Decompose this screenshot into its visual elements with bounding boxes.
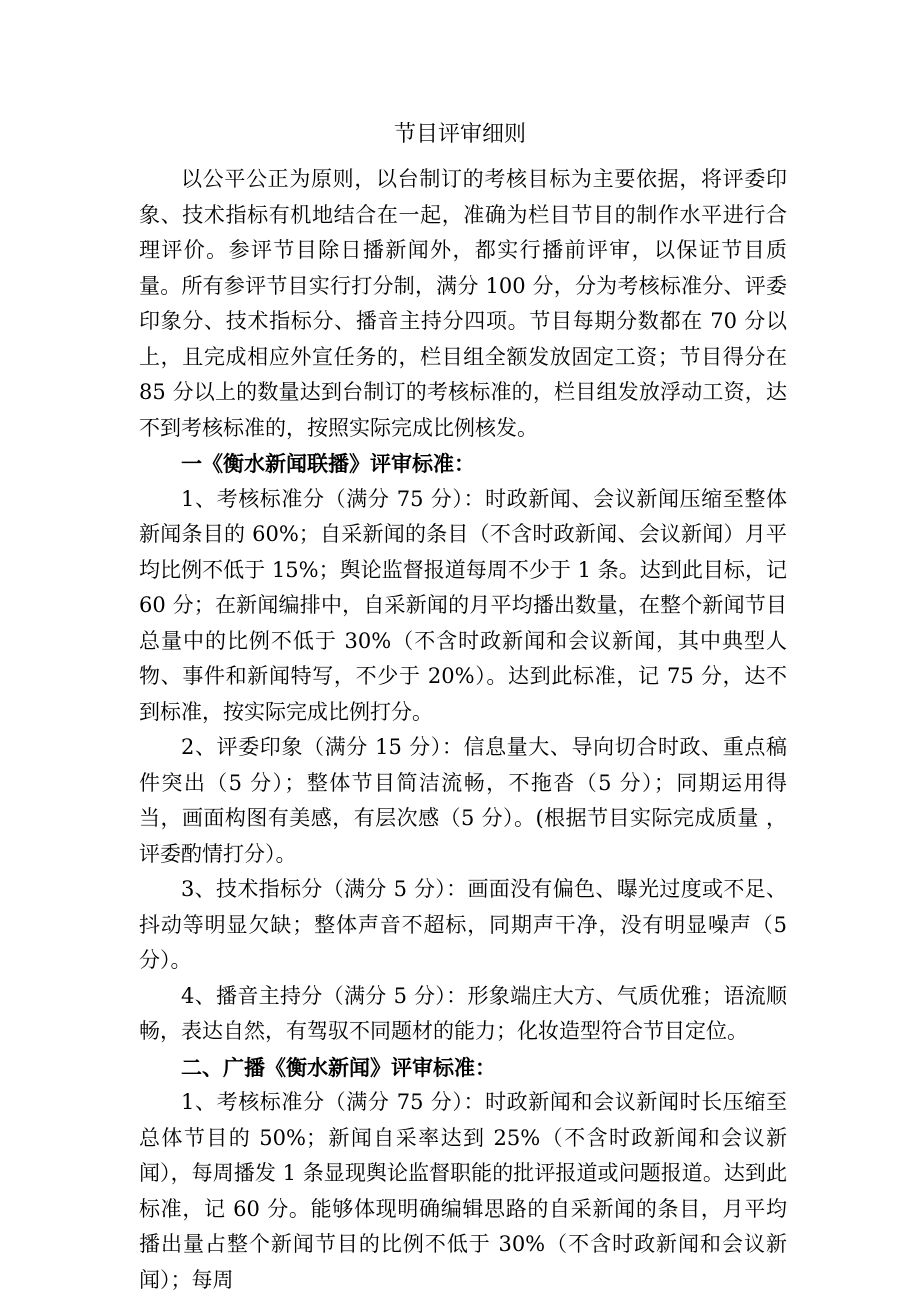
criteria-paragraph: 1、考核标准分（满分 75 分）：时政新闻和会议新闻时长压缩至总体节目的 50%；新闻自采率达到 25%（不含时政新闻和会议新闻），每周播发 1 条显现舆论监督职能的批评报道或问题报道。达到此标准，记 60 分。能够体现明确编辑思路的自采新闻的条目，月平均播出量占整个新闻节目的比例不低于 30%（不含时政新闻和会议新闻）；每周 bbox=[139, 1090, 787, 1292]
criteria-paragraph: 4、播音主持分（满分 5 分）：形象端庄大方、气质优雅；语流顺畅，表达自然，有驾驭不同题材的能力；化妆造型符合节目定位。 bbox=[139, 983, 787, 1043]
document-body bbox=[139, 162, 787, 1298]
criteria-paragraph: 2、评委印象（满分 15 分）：信息量大、导向切合时政、重点稿件突出（5 分）；整体节目简洁流畅，不拖沓（5 分）；同期运用得当，画面构图有美感，有层次感（5 分）。(根据节目实际完成质量 ，评委酌情打分）。 bbox=[139, 735, 787, 866]
criteria-paragraph: 1、考核标准分（满分 75 分）：时政新闻、会议新闻压缩至整体新闻条目的 60%；自采新闻的条目（不含时政新闻、会议新闻）月平均比例不低于 15%；舆论监督报道每周不少于 1 条。达到此目标，记 60 分；在新闻编排中，自采新闻的月平均播出数量，在整个新闻节目总量中的比例不低于 30%（不含时政新闻和会议新闻，其中典型人物、事件和新闻特写，不少于 20%）。达到此标准，记 75 分，达不到标准，按实际完成比例打分。 bbox=[139, 486, 787, 724]
section-heading-2: 二、广播《衡水新闻》评审标准： bbox=[181, 1054, 496, 1080]
section-heading-1: 一《衡水新闻联播》评审标准： bbox=[181, 451, 475, 476]
page-title: 节目评审细则 bbox=[393, 122, 526, 147]
criteria-paragraph: 3、技术指标分（满分 5 分）：画面没有偏色、曝光过度或不足、抖动等明显欠缺；整体声音不超标，同期声干净，没有明显噪声（5 分）。 bbox=[139, 877, 787, 972]
intro-paragraph: 以公平公正为原则，以台制订的考核目标为主要依据，将评委印象、技术指标有机地结合在一起，准确为栏目节目的制作水平进行合理评价。参评节目除日播新闻外，都实行播前评审，以保证节目质量。所有参评节目实行打分制，满分 100 分，分为考核标准分、评委印象分、技术指标分、播音主持分四项。节目每期分数都在 70 分以上，且完成相应外宣任务的，栏目组全额发放固定工资；节目得分在 85 分以上的数量达到台制订的考核标准的，栏目组发放浮动工资，达不到考核标准的，按照实际完成比例核发。 bbox=[139, 167, 787, 440]
